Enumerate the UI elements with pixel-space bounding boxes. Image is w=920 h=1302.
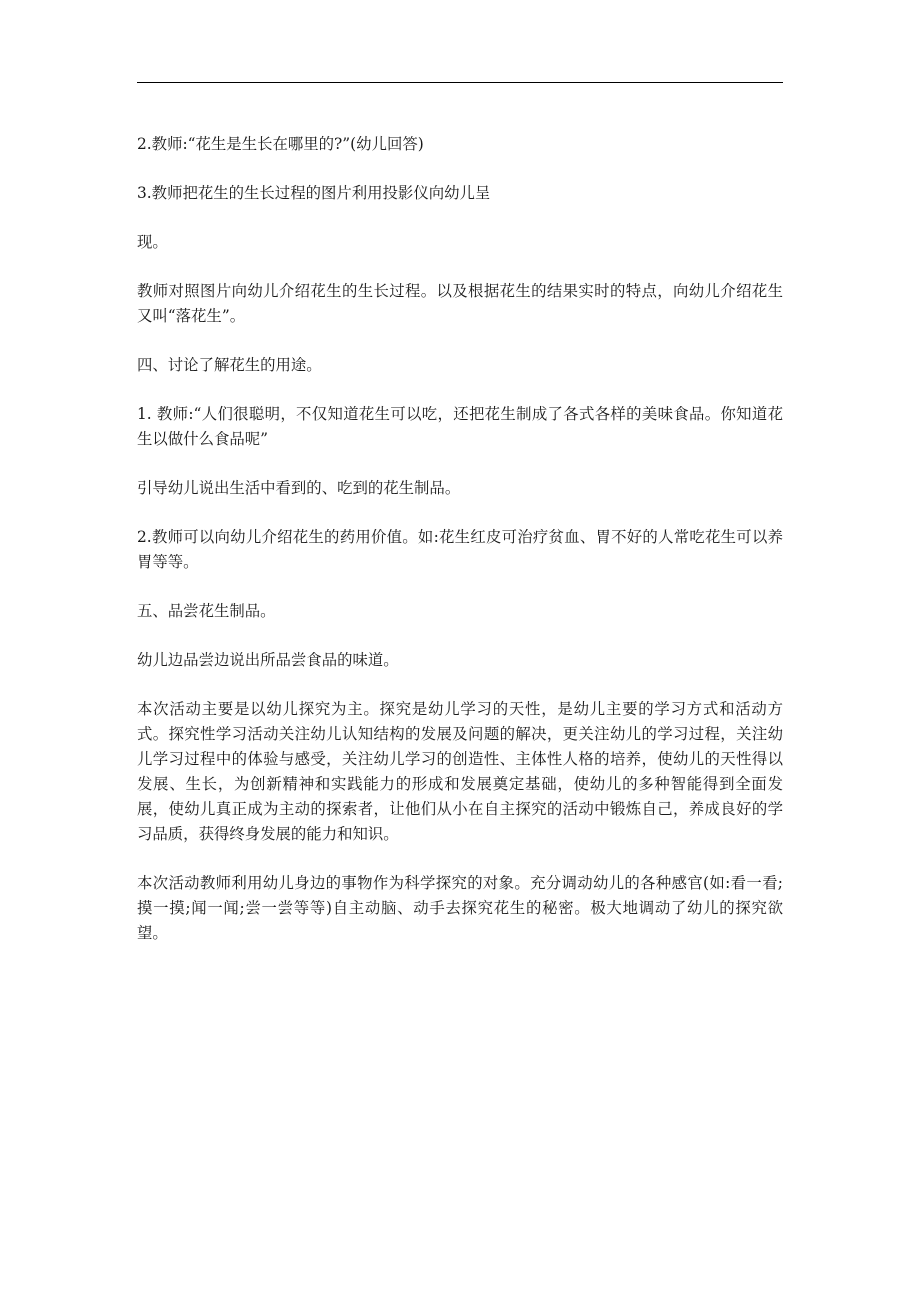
header-divider bbox=[137, 82, 783, 83]
paragraph-reflection-senses: 本次活动教师利用幼儿身边的事物作为科学探究的对象。充分调动幼儿的各种感官(如:看一看;摸一摸;闻一闻;尝一尝等等)自主动脑、动手去探究花生的秘密。极大地调动了幼儿的探究欲望。 bbox=[137, 874, 783, 942]
paragraph-guide-products: 引导幼儿说出生活中看到的、吃到的花生制品。 bbox=[137, 479, 461, 497]
section-heading-uses: 四、讨论了解花生的用途。 bbox=[137, 356, 322, 374]
paragraph-question-where-grows: 2.教师:“花生是生长在哪里的?”(幼儿回答) bbox=[137, 135, 424, 153]
paragraph-projector-images: 3.教师把花生的生长过程的图片利用投影仪向幼儿呈 bbox=[137, 184, 491, 202]
paragraph-reflection-exploration: 本次活动主要是以幼儿探究为主。探究是幼儿学习的天性，是幼儿主要的学习方式和活动方式。探究性学习活动关注幼儿认知结构的发展及问题的解决，更关注幼儿的学习过程，关注幼儿学习过程中的体验与感受，关注幼儿学习的创造性、主体性人格的培养，使幼儿的天性得以发展、生长，为创新精神和实践能力的形成和发展奠定基础，使幼儿的多种智能得到全面发展，使幼儿真正成为主动的探索者，让他们从小在自主探究的活动中锻炼自己，养成良好的学习品质，获得终身发展的能力和知识。 bbox=[137, 700, 783, 843]
paragraph-teacher-question-foods: 1. 教师:“人们很聪明，不仅知道花生可以吃，还把花生制成了各式各样的美味食品。你知道花生以做什么食品呢” bbox=[137, 405, 783, 448]
paragraph-growth-process: 教师对照图片向幼儿介绍花生的生长过程。以及根据花生的结果实时的特点，向幼儿介绍花生又叫“落花生”。 bbox=[137, 282, 783, 325]
paragraph-tasting-flavor: 幼儿边品尝边说出所品尝食品的味道。 bbox=[137, 651, 399, 669]
document-body bbox=[137, 132, 783, 970]
section-heading-tasting: 五、品尝花生制品。 bbox=[137, 602, 276, 620]
paragraph-medicinal-value: 2.教师可以向幼儿介绍花生的药用价值。如:花生红皮可治疗贫血、胃不好的人常吃花生可以养胃等等。 bbox=[137, 528, 783, 571]
paragraph-projector-images-continued: 现。 bbox=[137, 233, 168, 251]
